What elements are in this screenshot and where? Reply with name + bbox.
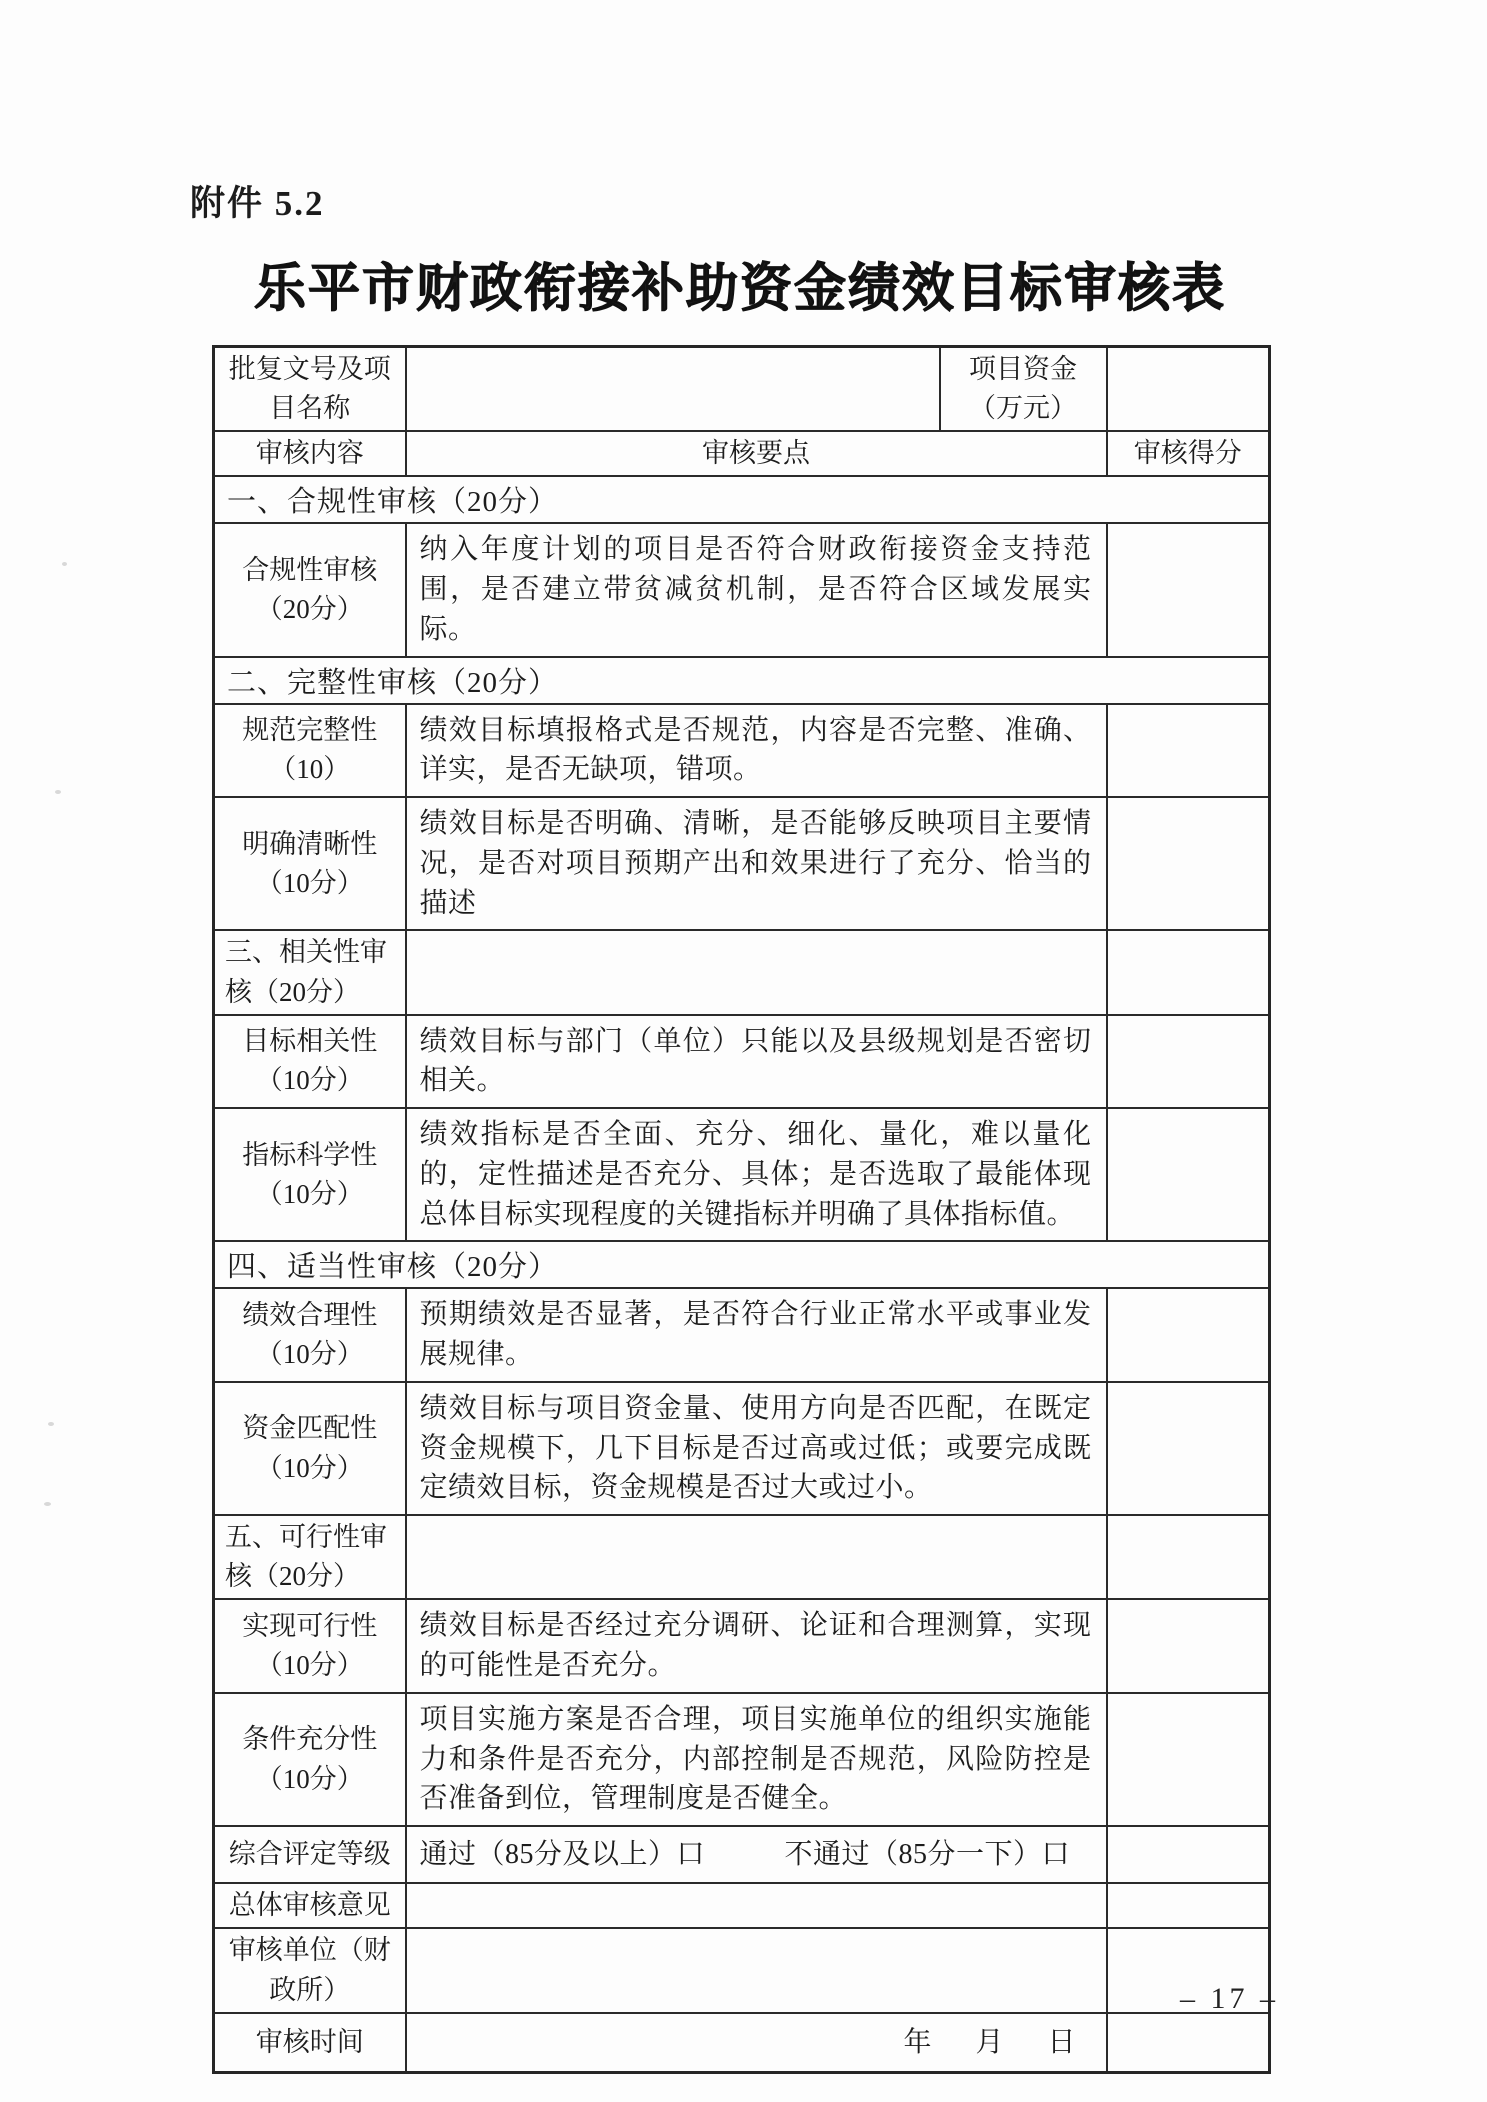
cell-label: 审核时间 bbox=[214, 2013, 406, 2073]
table-row bbox=[214, 1382, 1270, 1515]
cell-label: 总体审核意见 bbox=[214, 1883, 406, 1928]
header-points: 审核要点 bbox=[406, 431, 1107, 476]
cell-label: 综合评定等级 bbox=[214, 1826, 406, 1883]
cell-score bbox=[1107, 1883, 1270, 1928]
pass-option: 通过（85分及以上）口 bbox=[419, 1838, 706, 1870]
section-row bbox=[214, 476, 1270, 523]
approval-doc-value-cell bbox=[406, 347, 940, 432]
cell-points: 纳入年度计划的项目是否符合财政衔接资金支持范围，是否建立带贫减贫机制，是否符合区域发展实际。 bbox=[406, 523, 1107, 656]
page-title: 乐平市财政衔接补助资金绩效目标审核表 bbox=[253, 261, 1226, 318]
cell-label: 条件充分性（10分） bbox=[214, 1693, 406, 1826]
cell-label: 审核单位（财政所） bbox=[214, 1928, 406, 2012]
review-table bbox=[212, 345, 1271, 2074]
table-row-date bbox=[214, 2013, 1270, 2073]
section-row bbox=[214, 657, 1270, 704]
review-unit-cell bbox=[406, 1928, 1107, 2012]
fail-option: 不通过（85分一下）口 bbox=[784, 1838, 1071, 1870]
cell-points: 绩效目标与部门（单位）只能以及县级规划是否密切相关。 bbox=[406, 1015, 1107, 1109]
cell-points: 预期绩效是否显著，是否符合行业正常水平或事业发展规律。 bbox=[406, 1288, 1107, 1382]
header-score: 审核得分 bbox=[1107, 431, 1270, 476]
cell-label: 指标科学性（10分） bbox=[214, 1108, 406, 1241]
cell-score bbox=[1107, 1108, 1270, 1241]
cell-points bbox=[406, 930, 1107, 1014]
cell-score bbox=[1107, 704, 1270, 798]
section-row bbox=[214, 1241, 1270, 1288]
cell-label: 三、相关性审核（20分） bbox=[214, 930, 406, 1014]
cell-points: 绩效目标与项目资金量、使用方向是否匹配，在既定资金规模下，几下目标是否过高或过低；或要完成既定绩效目标，资金规模是否过大或过小。 bbox=[406, 1382, 1107, 1515]
cell-points: 项目实施方案是否合理，项目实施单位的组织实施能力和条件是否充分，内部控制是否规范，风险防控是否准备到位，管理制度是否健全。 bbox=[406, 1693, 1107, 1826]
cell-score bbox=[1107, 930, 1270, 1014]
cell-score bbox=[1107, 1693, 1270, 1826]
approval-doc-label: 批复文号及项目名称 bbox=[214, 347, 406, 432]
cell-label: 合规性审核（20分） bbox=[214, 523, 406, 656]
cell-score bbox=[1107, 1015, 1270, 1109]
attachment-label: 附件 5.2 bbox=[190, 184, 325, 223]
table-header-row bbox=[214, 431, 1270, 476]
section-label: 一、合规性审核（20分） bbox=[214, 476, 1270, 523]
scan-speck bbox=[55, 790, 61, 794]
cell-points: 绩效目标填报格式是否规范，内容是否完整、准确、详实，是否无缺项，错项。 bbox=[406, 704, 1107, 798]
section-label: 四、适当性审核（20分） bbox=[214, 1241, 1270, 1288]
cell-label: 资金匹配性（10分） bbox=[214, 1382, 406, 1515]
cell-label: 绩效合理性（10分） bbox=[214, 1288, 406, 1382]
cell-points bbox=[406, 1515, 1107, 1599]
table-row-top bbox=[214, 347, 1270, 432]
cell-score bbox=[1107, 797, 1270, 930]
section-label: 二、完整性审核（20分） bbox=[214, 657, 1270, 704]
cell-points: 绩效目标是否明确、清晰，是否能够反映项目主要情况，是否对项目预期产出和效果进行了充分、恰当的描述 bbox=[406, 797, 1107, 930]
table-row-rating bbox=[214, 1826, 1270, 1883]
table-row bbox=[214, 1693, 1270, 1826]
table-row bbox=[214, 930, 1270, 1014]
project-fund-label: 项目资金（万元） bbox=[940, 347, 1107, 432]
cell-score bbox=[1107, 1515, 1270, 1599]
page-number: – 17 – bbox=[1180, 1982, 1279, 2015]
cell-score bbox=[1107, 2013, 1270, 2073]
table-row bbox=[214, 797, 1270, 930]
table-row bbox=[214, 1515, 1270, 1599]
cell-score bbox=[1107, 1826, 1270, 1883]
rating-options-cell bbox=[406, 1826, 1107, 1883]
scan-speck bbox=[62, 562, 67, 566]
cell-label: 目标相关性（10分） bbox=[214, 1015, 406, 1109]
cell-score bbox=[1107, 1382, 1270, 1515]
scan-speck bbox=[44, 1502, 51, 1506]
project-fund-value-cell bbox=[1107, 347, 1270, 432]
table-row bbox=[214, 1928, 1270, 2012]
table-row bbox=[214, 704, 1270, 798]
cell-points: 绩效目标是否经过充分调研、论证和合理测算，实现的可能性是否充分。 bbox=[406, 1599, 1107, 1693]
cell-label: 五、可行性审核（20分） bbox=[214, 1515, 406, 1599]
cell-score bbox=[1107, 1288, 1270, 1382]
cell-label: 实现可行性（10分） bbox=[214, 1599, 406, 1693]
table-row bbox=[214, 1108, 1270, 1241]
cell-score bbox=[1107, 523, 1270, 656]
review-date-cell: 年 月 日 bbox=[406, 2013, 1107, 2073]
table-row bbox=[214, 1288, 1270, 1382]
table-row bbox=[214, 1599, 1270, 1693]
table-row bbox=[214, 1883, 1270, 1928]
cell-score bbox=[1107, 1599, 1270, 1693]
header-content: 审核内容 bbox=[214, 431, 406, 476]
overall-opinion-cell bbox=[406, 1883, 1107, 1928]
table-row bbox=[214, 1015, 1270, 1109]
cell-points: 绩效指标是否全面、充分、细化、量化，难以量化的，定性描述是否充分、具体；是否选取了最能体现总体目标实现程度的关键指标并明确了具体指标值。 bbox=[406, 1108, 1107, 1241]
cell-label: 明确清晰性（10分） bbox=[214, 797, 406, 930]
table-row bbox=[214, 523, 1270, 656]
cell-label: 规范完整性（10） bbox=[214, 704, 406, 798]
scan-speck bbox=[48, 1422, 54, 1426]
